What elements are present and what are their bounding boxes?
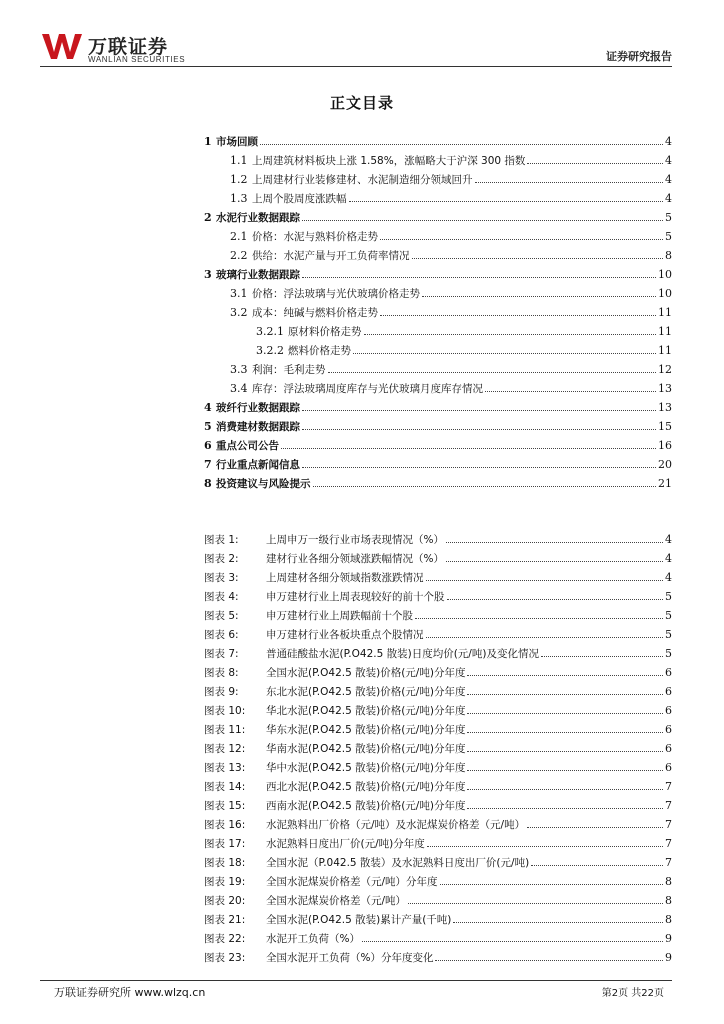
figure-page: 4 <box>665 552 672 565</box>
figure-dot-leader <box>467 720 663 733</box>
figure-dot-leader <box>435 948 663 961</box>
figure-page: 8 <box>665 894 672 907</box>
toc-dot-leader <box>281 436 656 449</box>
toc-entry-number: 1.2 <box>230 173 248 186</box>
toc-dot-leader <box>328 360 657 373</box>
toc-dot-leader <box>380 303 656 316</box>
toc-entry-number: 6 <box>204 439 212 452</box>
figure-page: 6 <box>665 704 672 717</box>
figure-dot-leader <box>467 796 663 809</box>
figure-dot-leader <box>541 644 663 657</box>
toc-entry-page: 10 <box>658 268 672 281</box>
toc-entry[interactable] <box>204 303 672 322</box>
toc-entry-title: 价格：水泥与熟料价格走势 <box>252 231 378 243</box>
figure-title: 华南水泥(P.O42.5 散装)价格(元/吨)分年度 <box>266 743 466 755</box>
figure-entry[interactable] <box>204 701 672 720</box>
toc-entry-page: 8 <box>665 249 672 262</box>
toc-entry[interactable] <box>204 208 672 227</box>
toc-entry[interactable] <box>204 132 672 151</box>
toc-dot-leader <box>475 170 664 183</box>
toc-entry[interactable] <box>204 379 672 398</box>
figure-title: 上周申万一级行业市场表现情况（%） <box>266 534 444 546</box>
figure-page: 7 <box>665 837 672 850</box>
toc-entry-page: 4 <box>665 135 672 148</box>
figure-label: 图表 23: <box>204 952 246 964</box>
toc-entry[interactable] <box>204 398 672 417</box>
figure-label: 图表 10: <box>204 705 246 717</box>
wanlian-logo-icon <box>42 32 82 60</box>
figure-entry[interactable] <box>204 929 672 948</box>
figure-label: 图表 17: <box>204 838 246 850</box>
figure-page: 5 <box>665 647 672 660</box>
figure-dot-leader <box>467 777 663 790</box>
figure-title: 水泥熟料日度出厂价(元/吨)分年度 <box>266 838 425 850</box>
figure-page: 9 <box>665 951 672 964</box>
toc-dot-leader <box>353 341 656 354</box>
figure-page: 5 <box>665 609 672 622</box>
figure-dot-leader <box>426 625 664 638</box>
footer-source: 万联证券研究所 www.wlzq.cn <box>54 986 206 999</box>
figure-entry[interactable] <box>204 910 672 929</box>
figure-title: 西北水泥(P.O42.5 散装)价格(元/吨)分年度 <box>266 781 466 793</box>
figure-label: 图表 20: <box>204 895 246 907</box>
figure-page: 4 <box>665 533 672 546</box>
toc-entry-page: 4 <box>665 154 672 167</box>
page-title: 正文目录 <box>329 94 394 112</box>
figure-page: 8 <box>665 913 672 926</box>
toc-entry-page: 15 <box>658 420 672 433</box>
figure-title: 申万建材行业上周表现较好的前十个股 <box>266 591 445 603</box>
figure-page: 6 <box>665 761 672 774</box>
toc-entry-page: 4 <box>665 173 672 186</box>
toc-entry[interactable] <box>204 265 672 284</box>
toc-entry-number: 3.2.2 <box>256 344 284 357</box>
figure-title: 西南水泥(P.O42.5 散装)价格(元/吨)分年度 <box>266 800 466 812</box>
figure-title: 东北水泥(P.O42.5 散装)价格(元/吨)分年度 <box>266 686 466 698</box>
toc-dot-leader <box>302 455 656 468</box>
toc-entry-title: 重点公司公告 <box>216 440 279 452</box>
toc-entry-number: 3.3 <box>230 363 248 376</box>
company-logo <box>40 30 240 66</box>
figure-label: 图表 15: <box>204 800 246 812</box>
figure-label: 图表 9: <box>204 686 239 698</box>
toc-entry-number: 1.3 <box>230 192 248 205</box>
toc-entry-page: 11 <box>658 325 672 338</box>
figure-page: 9 <box>665 932 672 945</box>
toc-dot-leader <box>412 246 664 259</box>
footer-divider <box>40 980 672 981</box>
figure-title: 建材行业各细分领域涨跌幅情况（%） <box>266 553 444 565</box>
figure-label: 图表 3: <box>204 572 239 584</box>
figure-dot-leader <box>467 758 663 771</box>
figure-page: 6 <box>665 685 672 698</box>
figure-dot-leader <box>467 701 663 714</box>
figure-page: 6 <box>665 723 672 736</box>
toc-entry-page: 12 <box>658 363 672 376</box>
figure-dot-leader <box>415 606 663 619</box>
toc-entry[interactable] <box>204 455 672 474</box>
figure-dot-leader <box>446 530 663 543</box>
toc-dot-leader <box>313 474 657 487</box>
toc-entry-page: 16 <box>658 439 672 452</box>
logo-english-name: WANLIAN SECURITIES <box>88 55 186 64</box>
toc-entry-number: 7 <box>204 458 212 471</box>
figure-title: 全国水泥开工负荷（%）分年度变化 <box>266 952 434 964</box>
toc-entry[interactable] <box>204 151 672 170</box>
logo-chinese-name: 万联证券 <box>88 36 169 58</box>
figure-label: 图表 4: <box>204 591 239 603</box>
toc-entry-page: 11 <box>658 344 672 357</box>
figure-dot-leader <box>527 815 663 828</box>
toc-entry-number: 3.4 <box>230 382 248 395</box>
figure-dot-leader <box>467 663 663 676</box>
toc-entry-title: 上周建材行业装修建材、水泥制造细分领域回升 <box>252 174 473 186</box>
figure-page: 5 <box>665 590 672 603</box>
toc-dot-leader <box>527 151 663 164</box>
figure-dot-leader <box>467 682 663 695</box>
toc-entry[interactable] <box>204 436 672 455</box>
figure-label: 图表 6: <box>204 629 239 641</box>
toc-entry-title: 价格：浮法玻璃与光伏玻璃价格走势 <box>252 288 420 300</box>
toc-entry[interactable] <box>204 322 672 341</box>
toc-entry-page: 5 <box>665 230 672 243</box>
figure-title: 普通硅酸盐水泥(P.O42.5 散装)日度均价(元/吨)及变化情况 <box>266 648 539 660</box>
figure-title: 水泥熟料出厂价格（元/吨）及水泥煤炭价格差（元/吨） <box>266 819 526 831</box>
toc-entry-page: 4 <box>665 192 672 205</box>
toc-dot-leader <box>422 284 656 297</box>
figure-page: 7 <box>665 856 672 869</box>
toc-entry[interactable] <box>204 474 672 493</box>
toc-dot-leader <box>302 417 656 430</box>
toc-entry-number: 3.2.1 <box>256 325 284 338</box>
figure-title: 申万建材行业各板块重点个股情况 <box>266 629 424 641</box>
figure-dot-leader <box>362 929 663 942</box>
toc-entry-title: 燃料价格走势 <box>288 345 351 357</box>
figure-dot-leader <box>453 910 663 923</box>
toc-entry-number: 3 <box>204 268 212 281</box>
figure-entry[interactable] <box>204 530 672 549</box>
toc-entry-title: 玻璃行业数据跟踪 <box>216 269 300 281</box>
toc-dot-leader <box>349 189 664 202</box>
figure-dot-leader <box>531 853 663 866</box>
toc-entry-number: 1.1 <box>230 154 248 167</box>
toc-dot-leader <box>364 322 657 335</box>
figure-label: 图表 14: <box>204 781 246 793</box>
toc-entry[interactable] <box>204 246 672 265</box>
figure-entry[interactable] <box>204 815 672 834</box>
figure-label: 图表 7: <box>204 648 239 660</box>
figure-page: 5 <box>665 628 672 641</box>
figure-page: 8 <box>665 875 672 888</box>
toc-entry-number: 5 <box>204 420 212 433</box>
toc-entry-number: 2.2 <box>230 249 248 262</box>
toc-entry-number: 2 <box>204 211 212 224</box>
figure-label: 图表 8: <box>204 667 239 679</box>
figure-title: 华东水泥(P.O42.5 散装)价格(元/吨)分年度 <box>266 724 466 736</box>
figure-label: 图表 1: <box>204 534 239 546</box>
toc-entry[interactable] <box>204 170 672 189</box>
toc-entry-number: 3.1 <box>230 287 248 300</box>
figure-entry[interactable] <box>204 587 672 606</box>
figure-entry[interactable] <box>204 606 672 625</box>
toc-entry-page: 13 <box>658 401 672 414</box>
figure-page: 6 <box>665 666 672 679</box>
figure-title: 华北水泥(P.O42.5 散装)价格(元/吨)分年度 <box>266 705 466 717</box>
figure-page: 7 <box>665 818 672 831</box>
toc-dot-leader <box>302 398 656 411</box>
figure-label: 图表 5: <box>204 610 239 622</box>
toc-entry-page: 13 <box>658 382 672 395</box>
figure-title: 全国水泥（P.042.5 散装）及水泥熟料日度出厂价(元/吨) <box>266 857 530 869</box>
figure-title: 华中水泥(P.O42.5 散装)价格(元/吨)分年度 <box>266 762 466 774</box>
toc-entry-page: 11 <box>658 306 672 319</box>
toc-dot-leader <box>302 265 656 278</box>
figure-entry[interactable] <box>204 796 672 815</box>
figure-label: 图表 21: <box>204 914 246 926</box>
toc-entry-number: 1 <box>204 135 212 148</box>
figure-label: 图表 18: <box>204 857 246 869</box>
figure-dot-leader <box>447 587 664 600</box>
figure-title: 全国水泥(P.O42.5 散装)价格(元/吨)分年度 <box>266 667 466 679</box>
toc-entry-title: 市场回顾 <box>216 136 258 148</box>
figure-page: 7 <box>665 780 672 793</box>
figure-title: 水泥开工负荷（%） <box>266 933 360 945</box>
toc-entry-page: 10 <box>658 287 672 300</box>
toc-entry-title: 水泥行业数据跟踪 <box>216 212 300 224</box>
toc-entry-title: 利润：毛利走势 <box>252 364 326 376</box>
figure-entry[interactable] <box>204 739 672 758</box>
toc-entry-page: 20 <box>658 458 672 471</box>
toc-entry[interactable] <box>204 360 672 379</box>
toc-dot-leader <box>380 227 663 240</box>
figure-entry[interactable] <box>204 663 672 682</box>
toc-entry-title: 成本：纯碱与燃料价格走势 <box>252 307 378 319</box>
figure-entry[interactable] <box>204 644 672 663</box>
figure-entry[interactable] <box>204 625 672 644</box>
figure-label: 图表 19: <box>204 876 246 888</box>
figure-entry[interactable] <box>204 568 672 587</box>
toc-dot-leader <box>302 208 663 221</box>
toc-entry[interactable] <box>204 227 672 246</box>
figure-entry[interactable] <box>204 853 672 872</box>
figure-entry[interactable] <box>204 872 672 891</box>
toc-entry[interactable] <box>204 189 672 208</box>
toc-entry-number: 8 <box>204 477 212 490</box>
toc-entry[interactable] <box>204 341 672 360</box>
figure-entry[interactable] <box>204 682 672 701</box>
figure-dot-leader <box>426 568 664 581</box>
toc-entry-title: 上周建筑材料板块上涨 1.58%，涨幅略大于沪深 300 指数 <box>252 155 526 167</box>
toc-entry-page: 21 <box>658 477 672 490</box>
figure-dot-leader <box>427 834 663 847</box>
figure-page: 4 <box>665 571 672 584</box>
toc-entry-title: 消费建材数据跟踪 <box>216 421 300 433</box>
figure-label: 图表 22: <box>204 933 246 945</box>
toc-entry-title: 上周个股周度涨跌幅 <box>252 193 347 205</box>
figure-title: 全国水泥(P.O42.5 散装)累计产量(千吨) <box>266 914 452 926</box>
toc-entry-title: 原材料价格走势 <box>288 326 362 338</box>
figure-entry[interactable] <box>204 891 672 910</box>
figure-entry[interactable] <box>204 948 672 967</box>
figure-label: 图表 13: <box>204 762 246 774</box>
figure-dot-leader <box>408 891 663 904</box>
figure-title: 申万建材行业上周跌幅前十个股 <box>266 610 413 622</box>
figure-label: 图表 11: <box>204 724 246 736</box>
figure-title: 上周建材各细分领域指数涨跌情况 <box>266 572 424 584</box>
figure-title: 全国水泥煤炭价格差（元/吨） <box>266 895 407 907</box>
toc-dot-leader <box>485 379 656 392</box>
toc-entry[interactable] <box>204 417 672 436</box>
figure-label: 图表 2: <box>204 553 239 565</box>
report-type-label: 证券研究报告 <box>606 50 672 63</box>
figure-entry[interactable] <box>204 720 672 739</box>
table-of-contents <box>204 132 672 493</box>
figure-title: 全国水泥煤炭价格差（元/吨）分年度 <box>266 876 438 888</box>
page-header <box>40 30 672 66</box>
figure-label: 图表 12: <box>204 743 246 755</box>
toc-entry-title: 供给：水泥产量与开工负荷率情况 <box>252 250 410 262</box>
figure-page: 7 <box>665 799 672 812</box>
list-of-figures <box>204 530 672 967</box>
toc-entry-number: 2.1 <box>230 230 248 243</box>
figure-dot-leader <box>467 739 663 752</box>
toc-entry-title: 投资建议与风险提示 <box>216 478 311 490</box>
toc-entry-page: 5 <box>665 211 672 224</box>
figure-entry[interactable] <box>204 834 672 853</box>
toc-entry-title: 行业重点新闻信息 <box>216 459 300 471</box>
figure-page: 6 <box>665 742 672 755</box>
toc-dot-leader <box>260 132 663 145</box>
toc-entry-number: 3.2 <box>230 306 248 319</box>
toc-entry-title: 玻纤行业数据跟踪 <box>216 402 300 414</box>
figure-dot-leader <box>440 872 663 885</box>
figure-dot-leader <box>446 549 663 562</box>
header-divider <box>40 66 672 67</box>
page-number: 第2页 共22页 <box>601 988 664 999</box>
figure-label: 图表 16: <box>204 819 246 831</box>
toc-entry-number: 4 <box>204 401 212 414</box>
figure-entry[interactable] <box>204 549 672 568</box>
toc-entry-title: 库存：浮法玻璃周度库存与光伏玻璃月度库存情况 <box>252 383 483 395</box>
figure-entry[interactable] <box>204 758 672 777</box>
figure-entry[interactable] <box>204 777 672 796</box>
toc-entry[interactable] <box>204 284 672 303</box>
